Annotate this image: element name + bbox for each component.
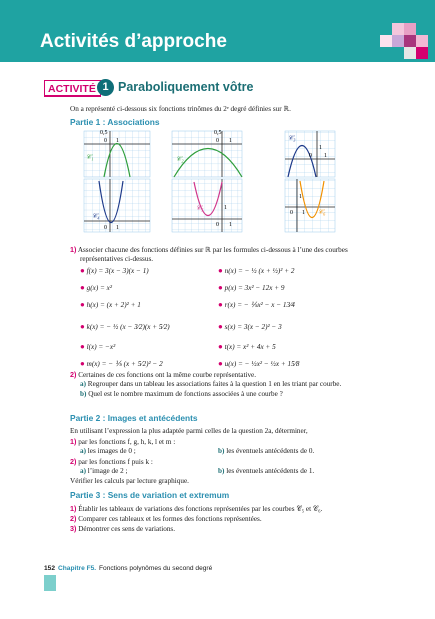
sub-letter: b) [218, 467, 225, 475]
tick-label: 0 [104, 138, 107, 144]
bullet-icon: ● [218, 300, 223, 309]
page-header [0, 0, 435, 62]
part2-item-1a-text: les images de 0 ; [87, 447, 136, 455]
curve-label-c5: 𝒞₅ [196, 204, 204, 212]
page-number: 152 [44, 565, 56, 572]
graph-1 [84, 130, 150, 177]
sub-letter: a) [80, 447, 86, 455]
formula-item [218, 300, 295, 310]
part2-item-1a [80, 447, 136, 456]
header-deco-square [392, 23, 404, 35]
question-number: 2) [70, 514, 77, 523]
question-2-text: Certaines de ces fonctions ont la même courbe représentative. [78, 371, 257, 379]
formula-item [218, 342, 276, 352]
bullet-icon: ● [80, 266, 85, 275]
part2-item-1b [218, 447, 314, 456]
header-deco-square [380, 35, 392, 47]
formula-item [218, 283, 284, 293]
part3-item-2 [70, 514, 262, 524]
tick-label: 0 [216, 222, 219, 228]
formula-s: s(x) = 3(x − 2)² − 3 [224, 323, 282, 331]
question-1-text: Associer chacune des fonctions définies sur ℝ par les formules ci-dessous à l’une des courbes [77, 246, 348, 254]
sub-letter: a) [80, 467, 86, 475]
question-1-continued: représentatives ci-dessus. [80, 255, 154, 263]
graph-2 [172, 130, 242, 177]
tick-label: 1 [319, 145, 322, 151]
curve-label-c3: 𝒞₃ [288, 134, 296, 142]
intro-text: On a représenté ci-dessous six fonctions trinômes du 2ᵉ degré définies sur ℝ. [70, 105, 291, 113]
part2-verify: Vérifier les calculs par lecture graphique. [70, 477, 189, 485]
formula-item [80, 300, 141, 310]
header-deco-square [404, 35, 416, 47]
part2-item-2b-text: les éventuels antécédents de 1. [226, 467, 315, 475]
header-deco-square [392, 35, 404, 47]
bullet-icon: ● [80, 359, 85, 368]
tick-label: 0,5 [214, 130, 222, 136]
question-number: 1) [70, 245, 77, 254]
part2-title: Partie 2 : Images et antécédents [70, 413, 198, 423]
formula-u: u(x) = − ½x² − ½x + 15⁄8 [224, 360, 300, 368]
curve-label-c6: 𝒞₆ [318, 208, 326, 216]
formula-n: n(x) = − ½ (x + ½)² + 2 [224, 267, 295, 275]
formula-item [80, 359, 163, 369]
bullet-icon: ● [80, 342, 85, 351]
formula-item [80, 322, 170, 332]
page-title: Activités d’approche [40, 31, 227, 52]
tick-label: 0 [290, 210, 293, 216]
bullet-icon: ● [218, 359, 223, 368]
curve-label-c4: 𝒞₄ [92, 212, 100, 220]
graph-5 [172, 179, 242, 232]
question-number: 1) [70, 437, 77, 446]
formula-item [80, 342, 115, 352]
question-2a-text: Regrouper dans un tableau les associations faites à la question 1 en les triant par courbe. [87, 380, 342, 388]
tick-label: 1 [229, 222, 232, 228]
part1-title: Partie 1 : Associations [70, 117, 160, 127]
graphs-panel [0, 124, 435, 234]
header-deco-square [404, 23, 416, 35]
graph-3 [285, 131, 335, 177]
footer-color-tab [44, 575, 56, 591]
graph-grid [285, 179, 335, 232]
bullet-icon: ● [218, 322, 223, 331]
part3-title: Partie 3 : Sens de variation et extremum [70, 490, 230, 500]
part2-intro: En utilisant l’expression la plus adaptée parmi celles de la question 2a, déterminer, [70, 427, 308, 435]
part2-item-1b-text: les éventuels antécédents de 0. [226, 447, 315, 455]
question-2a [80, 380, 341, 389]
formula-item [218, 322, 282, 332]
formula-h: h(x) = (x + 2)² + 1 [86, 301, 141, 309]
formula-k: k(x) = − ½ (x − 3⁄2)(x + 5⁄2) [86, 323, 170, 331]
footer-subtitle: Fonctions polynômes du second degré [99, 565, 213, 572]
tick-label: 1 [116, 225, 119, 231]
bullet-icon: ● [218, 283, 223, 292]
part3-item-1-text: Établir les tableaux de variations des fonctions représentées par les courbes 𝒞₅ et 𝒞₆. [78, 505, 323, 513]
question-2b [80, 390, 283, 399]
formula-t: t(x) = x² + 4x + 5 [224, 343, 276, 351]
tick-label: 0 [216, 138, 219, 144]
tick-label: 0 [104, 225, 107, 231]
part2-item-2-text: par les fonctions f puis k : [78, 458, 153, 466]
graph-6 [285, 179, 335, 232]
tick-label: 1 [229, 138, 232, 144]
part2-item-2b [218, 467, 314, 476]
part2-item-2 [70, 457, 153, 467]
formula-item [218, 359, 300, 369]
formula-g: g(x) = x² [86, 284, 113, 292]
bullet-icon: ● [218, 342, 223, 351]
bullet-icon: ● [218, 266, 223, 275]
bullet-icon: ● [80, 322, 85, 331]
part2-item-1 [70, 437, 175, 447]
activity-number: 1 [97, 79, 114, 96]
formula-item [218, 266, 295, 276]
question-number: 1) [70, 504, 77, 513]
footer-chapter: Chapitre F5. [58, 565, 97, 572]
bullet-icon: ● [80, 300, 85, 309]
tick-label: 1 [299, 194, 302, 200]
formula-m: m(x) = − ⅕ (x + 5⁄2)² − 2 [86, 360, 163, 368]
question-number: 2) [70, 457, 77, 466]
part3-item-3-text: Démontrer ces sens de variations. [78, 525, 176, 533]
header-deco-square [404, 47, 416, 59]
question-number: 2) [70, 370, 77, 379]
activity-badge: ACTIVITÉ [44, 80, 101, 97]
sub-letter: b) [80, 390, 87, 398]
question-1 [70, 245, 348, 255]
part2-item-2a [80, 467, 128, 476]
tick-label: 1 [224, 205, 227, 211]
formula-item [80, 266, 149, 276]
header-deco-square [416, 35, 428, 47]
curve-label-c1: 𝒞₁ [86, 153, 94, 161]
curve-label-c2: 𝒞₂ [176, 155, 184, 163]
formula-r: r(x) = − ⅕x² − x − 13⁄4 [224, 301, 295, 309]
header-deco-square [416, 47, 428, 59]
formula-item [80, 283, 112, 293]
question-2b-text: Quel est le nombre maximum de fonctions associées à une courbe ? [88, 390, 283, 398]
tick-label: 1 [324, 153, 327, 159]
formula-p: p(x) = 3x² − 12x + 9 [224, 284, 285, 292]
sub-letter: a) [80, 380, 86, 388]
part3-item-2-text: Comparer ces tableaux et les formes des fonctions représentées. [78, 515, 262, 523]
tick-label: 1 [116, 138, 119, 144]
sub-letter: b) [218, 447, 225, 455]
bullet-icon: ● [80, 283, 85, 292]
tick-label: 0,5 [100, 130, 108, 136]
formula-f: f(x) = 3(x − 3)(x − 1) [86, 267, 149, 275]
formula-l: l(x) = −x² [86, 343, 116, 351]
question-number: 3) [70, 524, 77, 533]
activity-title: Paraboliquement vôtre [118, 80, 254, 94]
part3-item-1 [70, 504, 322, 514]
question-2 [70, 370, 256, 380]
part2-item-2a-text: l’image de 2 ; [87, 467, 128, 475]
tick-label: 0 [309, 153, 312, 159]
graph-4 [84, 179, 150, 232]
part2-item-1-text: par les fonctions f, g, h, k, l et m : [78, 438, 176, 446]
part3-item-3 [70, 524, 175, 534]
tick-label: 1 [302, 210, 305, 216]
